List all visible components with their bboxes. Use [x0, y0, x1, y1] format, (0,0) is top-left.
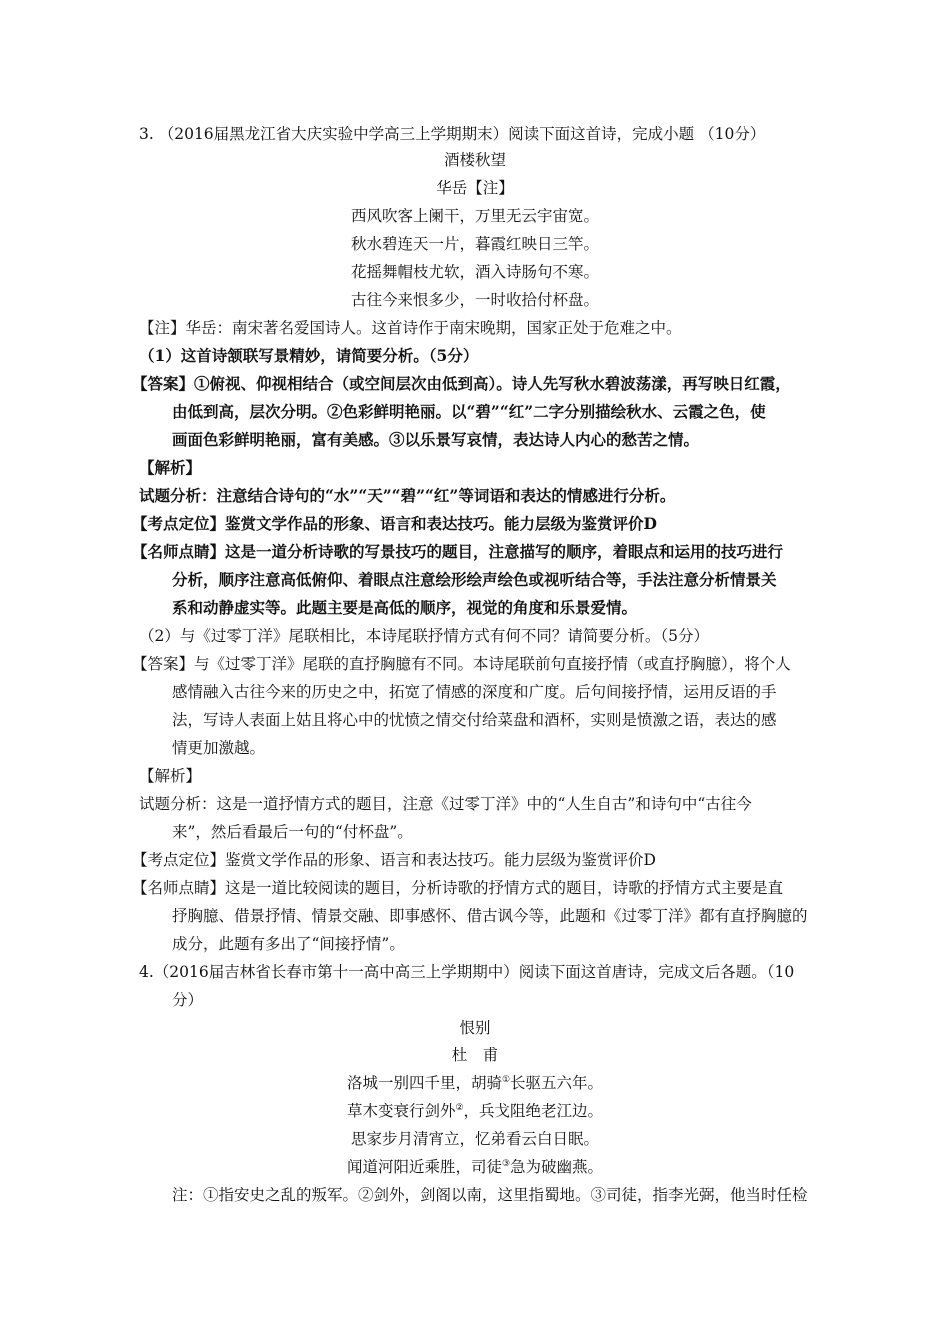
- q3-sub2-dianjing-line: 成分，此题有多出了“间接抒情”。: [172, 935, 405, 953]
- q3-sub2-question: （2）与《过零丁洋》尾联相比，本诗尾联抒情方式有何不同？请简要分析。（5分）: [139, 627, 709, 645]
- q4-poem-line: 洛城一别四千里，胡骑①长驱五六年。: [346, 1074, 604, 1092]
- q3-poem-line: 古往今来恨多少，一时收拾付杯盘。: [350, 291, 599, 309]
- q3-poem-line: 花摇舞帽枝尤软，酒入诗肠句不寒。: [350, 263, 599, 281]
- footnote-marker: ②: [455, 1103, 464, 1113]
- footnote-marker: ③: [501, 1159, 511, 1169]
- q3-sub2-dianjing-line: 【名师点睛】这是一道比较阅读的题目，分析诗歌的抒情方式的题目，诗歌的抒情方式主要是直: [132, 879, 784, 897]
- q3-sub2-analysis-line: 来”，然后看最后一句的“付杯盘”。: [172, 823, 413, 841]
- q3-sub1-answer-line: 由低到高，层次分明。②色彩鲜明艳丽。以“碧”“红”二字分别描绘秋水、云霞之色，使: [172, 402, 766, 421]
- q3-sub2-answer-line: 【答案】与《过零丁洋》尾联的直抒胸臆有不同。本诗尾联前句直接抒情（或直抒胸臆），将个人: [132, 655, 791, 673]
- q4-header-line: 4.（2016届吉林省长春市第十一高中高三上学期期中）阅读下面这首唐诗，完成文后各题。（10: [139, 963, 795, 981]
- q3-sub1-analysis: 试题分析：注意结合诗句的“水”“天”“碧”“红”等词语和表达的情感进行分析。: [139, 486, 676, 505]
- q4-header-line: 分）: [172, 991, 204, 1009]
- footnote-marker: ①: [501, 1075, 511, 1085]
- q4-poem-line: 思家步月清宵立，忆弟看云白日眠。: [350, 1130, 599, 1148]
- q3-sub2-analysis-heading: 【解析】: [139, 767, 202, 785]
- q3-sub1-answer-line: 【答案】①俯视、仰视相结合（或空间层次由低到高）。诗人先写秋水碧波荡漾，再写映日红霞，: [132, 374, 791, 393]
- q3-poem-author: 华岳【注】: [436, 179, 514, 197]
- q3-sub1-dianjing-line: 分析，顺序注意高低俯仰、着眼点注意绘形绘声绘色或视听结合等，手法注意分析情景关: [172, 570, 777, 589]
- q3-sub1-kaodian: 【考点定位】鉴赏文学作品的形象、语言和表达技巧。能力层级为鉴赏评价D: [132, 514, 657, 533]
- q3-note: 【注】华岳：南宋著名爱国诗人。这首诗作于南宋晚期，国家正处于危难之中。: [139, 319, 682, 337]
- q4-poem-author: 杜 甫: [451, 1046, 499, 1064]
- q3-sub1-analysis-heading: 【解析】: [139, 458, 202, 477]
- q3-sub2-answer-line: 情更加激越。: [172, 739, 266, 757]
- q3-sub2-answer-line: 法，写诗人表面上姑且将心中的忧愤之情交付给菜盘和酒杯，实则是愤激之语，表达的感: [172, 711, 777, 729]
- q3-sub2-answer-line: 感情融入古往今来的历史之中，拓宽了情感的深度和广度。后句间接抒情，运用反语的手: [172, 683, 777, 701]
- q3-sub1-question: （1）这首诗颔联写景精妙，请简要分析。（5分）: [139, 346, 479, 365]
- q3-sub2-kaodian: 【考点定位】鉴赏文学作品的形象、语言和表达技巧。能力层级为鉴赏评价D: [132, 851, 656, 869]
- q4-note: 注：①指安史之乱的叛军。②剑外，剑阁以南，这里指蜀地。③司徒，指李光弼，他当时任检: [172, 1186, 808, 1204]
- q3-sub2-analysis-line: 试题分析：这是一道抒情方式的题目，注意《过零丁洋》中的“人生自古”和诗句中“古往今: [139, 795, 752, 813]
- q4-poem-title: 恨别: [459, 1019, 491, 1037]
- q3-sub1-dianjing-line: 【名师点睛】这是一道分析诗歌的写景技巧的题目，注意描写的顺序，着眼点和运用的技巧进行: [132, 542, 784, 561]
- q3-sub1-answer-line: 画面色彩鲜明艳丽，富有美感。③以乐景写哀情，表达诗人内心的愁苦之情。: [172, 430, 700, 449]
- q3-poem-line: 秋水碧连天一片，暮霞红映日三竿。: [350, 235, 599, 253]
- q3-poem-title: 酒楼秋望: [443, 151, 506, 169]
- q4-poem-line: 草木变衰行剑外②，兵戈阻绝老江边。: [346, 1102, 604, 1120]
- q3-poem-line: 西风吹客上阑干，万里无云宇宙宽。: [350, 207, 599, 225]
- q4-poem-line: 闻道河阳近乘胜，司徒③急为破幽燕。: [346, 1158, 604, 1176]
- q3-sub2-dianjing-line: 抒胸臆、借景抒情、情景交融、即事感怀、借古讽今等，此题和《过零丁洋》都有直抒胸臆的: [172, 907, 808, 925]
- q3-sub1-dianjing-line: 系和动静虚实等。此题主要是高低的顺序，视觉的角度和乐景爱情。: [172, 598, 638, 617]
- q3-header: 3. （2016届黑龙江省大庆实验中学高三上学期期末）阅读下面这首诗，完成小题 （10分）: [139, 125, 766, 143]
